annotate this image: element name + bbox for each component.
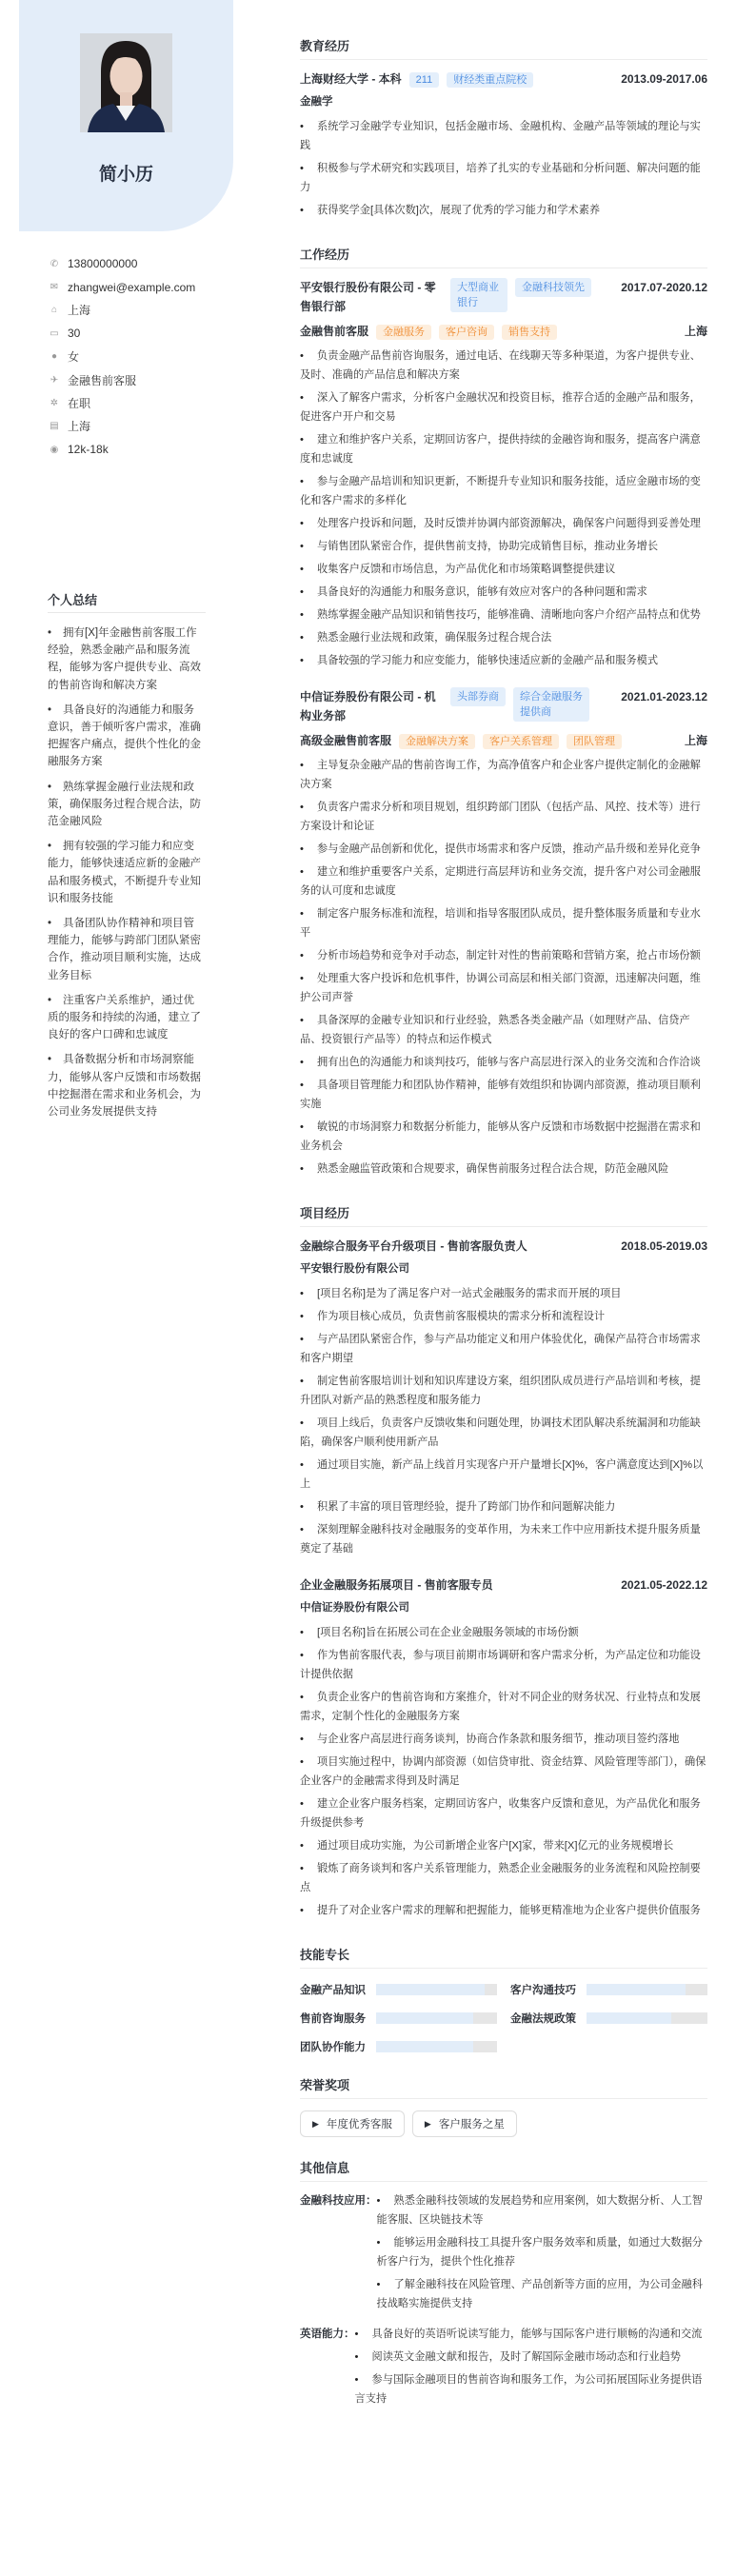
bullet-list [300,1284,707,1558]
profile-photo [80,33,172,132]
bullet-item: • 能够运用金融科技工具提升客户服务效率和质量，如通过大数据分析客户行为，提供个性化推荐 [377,2233,708,2271]
project-name: 金融综合服务平台升级项目 - 售前客服负责人 [300,1239,527,1253]
company-name: 中信证券股份有限公司 - 机构业务部 [300,690,436,723]
gender-icon: ● [50,351,58,363]
contact-text: 在职 [68,397,91,411]
skill-item [510,1982,707,1997]
bullet-item: • 具备良好的沟通能力和服务意识，能够有效应对客户的各种问题和需求 [300,583,707,602]
bullet-item: • 获得奖学金[具体次数]次，展现了优秀的学习能力和学术素养 [300,201,707,220]
bullet-item: • 深刻理解金融科技对金融服务的变革作用，为未来工作中应用新技术提升服务质量奠定了基础 [300,1520,707,1558]
skills-section [300,1945,707,2054]
project-header [300,1237,707,1256]
summary-text: 注重客户关系维护，通过优质的服务和持续的沟通，建立了良好的客户口碑和忠诚度 [48,994,201,1041]
bullet-item: • 参与金融产品创新和优化，提供市场需求和客户反馈，推动产品升级和差异化竞争 [300,840,707,859]
bullet-list [300,347,707,670]
other-label: 英语能力： [300,2328,355,2340]
age-icon: ▭ [50,327,59,339]
skill-name: 售前咨询服务 [300,2013,366,2025]
bullet-item: • 具备项目管理能力和团队协作精神，能够有效组织和协调内部资源，推动项目顺利实施 [300,1076,707,1114]
bullet-item: • 熟悉金融监管政策和合规要求，确保售前服务过程合法合规，防范金融风险 [300,1159,707,1179]
company-tag: 大型商业银行 [450,278,507,312]
contact-item [48,322,195,345]
skill-level-fill [587,2012,671,2024]
job-icon: ✈ [50,374,59,386]
summary-item [48,779,205,831]
summary-title: 个人总结 [48,590,206,613]
date-range: 2018.05-2019.03 [621,1239,707,1253]
contact-item [48,438,195,461]
role-tag: 金融服务 [376,325,431,340]
bullet-item: • 建立和维护重要客户关系，定期进行高层拜访和业务交流，提升客户对公司金融服务的认可度和忠诚度 [300,862,707,901]
contact-item [48,415,195,438]
other-section [300,2158,707,2412]
bullet-icon: • [48,1054,52,1066]
summary-text: 拥有较强的学习能力和应变能力，能够快速适应新的金融产品和服务模式，不断提升专业知识和服务技能 [48,841,201,904]
triangle-icon: ▶ [312,2118,319,2129]
major: 金融学 [300,96,333,108]
bullet-item: • 拥有出色的沟通能力和谈判技巧，能够与客户高层进行深入的业务交流和合作洽谈 [300,1053,707,1072]
summary-list [48,624,205,1128]
bullet-item: • 积累了丰富的项目管理经验，提升了跨部门协作和问题解决能力 [300,1497,707,1516]
project-name: 企业金融服务拓展项目 - 售前客服专员 [300,1578,493,1592]
contact-item [48,275,195,298]
role [300,322,557,341]
section-title: 教育经历 [300,36,707,60]
phone-icon: ✆ [50,258,59,269]
salary-icon: ◉ [50,444,59,455]
skill-level-fill [587,1984,686,1995]
date-range: 2021.05-2022.12 [621,1578,707,1592]
award-name: 年度优秀客服 [326,2119,392,2130]
role-name: 高级金融售前客服 [300,734,392,747]
contact-item [48,299,195,322]
summary-text: 具备数据分析和市场洞察能力，能够从客户反馈和市场数据中挖掘潜在需求和业务机会，为公司业务发展提供支持 [48,1054,201,1119]
bullet-item: • 制定客户服务标准和流程，培训和指导客服团队成员，提升整体服务质量和专业水平 [300,904,707,942]
bullet-item: • 建立企业客户服务档案，定期回访客户，收集客户反馈和意见，为产品优化和服务升级提供参考 [300,1794,707,1833]
company-tag: 头部券商 [450,687,506,706]
project-header [300,1575,707,1595]
section-title: 荣誉奖项 [300,2075,707,2099]
summary-item [48,1051,205,1120]
skill-item [300,2039,497,2054]
bullet-icon: • [48,994,52,1006]
contact-text: 上海 [68,304,91,318]
company-line [300,687,589,725]
skill-level-bar [376,2012,497,2024]
role-name: 金融售前客服 [300,325,369,338]
summary-item [48,992,205,1044]
contact-text: zhangwei@example.com [68,280,196,294]
summary-item [48,702,205,771]
bullet-item: • 积极参与学术研究和实践项目，培养了扎实的专业基础和分析问题、解决问题的能力 [300,159,707,197]
bullet-item: • 锻炼了商务谈判和客户关系管理能力，熟悉企业金融服务的业务流程和风险控制要点 [300,1859,707,1897]
skill-item [510,2011,707,2026]
summary-item [48,915,205,984]
bullet-item: • 熟悉金融科技领域的发展趋势和应用案例，如大数据分析、人工智能客服、区块链技术等 [377,2191,708,2229]
bullet-item: • 具备深厚的金融专业知识和行业经验，熟悉各类金融产品（如理财产品、信贷产品、投资银行产品等）的特点和运作模式 [300,1011,707,1049]
date-range: 2017.07-2020.12 [621,281,707,294]
award-badge [412,2110,517,2137]
projects-section [300,1203,707,1920]
bullet-item: • 熟练掌握金融产品知识和销售技巧，能够准确、清晰地向客户介绍产品特点和优势 [300,605,707,624]
bullet-icon: • [48,781,52,793]
bullet-item: • 负责企业客户的售前咨询和方案推介，针对不同企业的财务状况、行业特点和发展需求，定制个性化的金融服务方案 [300,1688,707,1726]
education-section [300,36,707,220]
contact-text: 12k-18k [68,443,109,457]
role-tag: 客户关系管理 [483,734,559,749]
bullet-item: • 作为项目核心成员，负责售前客服模块的需求分析和流程设计 [300,1307,707,1326]
section-title: 其他信息 [300,2158,707,2182]
bullet-item: • 建立和维护客户关系，定期回访客户，提供持续的金融咨询和服务，提高客户满意度和忠诚度 [300,430,707,468]
bullet-item: • 通过项目成功实施，为公司新增企业客户[X]家，带来[X]亿元的业务规模增长 [300,1836,707,1855]
section-title: 工作经历 [300,245,707,268]
skill-name: 金融产品知识 [300,1985,366,1996]
award-name: 客户服务之星 [438,2119,505,2130]
bullet-item: • 参与金融产品培训和知识更新，不断提升专业知识和服务技能，适应金融市场的变化和客户需求的多样化 [300,472,707,510]
bullet-list [355,2325,708,2412]
bullet-item: • 主导复杂金融产品的售前咨询工作，为高净值客户和企业客户提供定制化的金融解决方案 [300,756,707,794]
skill-item [300,2011,497,2026]
bullet-item: • 分析市场趋势和竞争对手动态，制定针对性的售前策略和营销方案，抢占市场份额 [300,946,707,965]
role-line [300,731,707,750]
bullet-item: • 项目上线后，负责客户反馈收集和问题处理，协调技术团队解决系统漏洞和功能缺陷，确保客户顺利使用新产品 [300,1414,707,1452]
bullet-list [300,756,707,1179]
bullet-item: • 项目实施过程中，协调内部资源（如信贷审批、资金结算、风险管理等部门），确保企业客户的金融需求得到及时满足 [300,1753,707,1791]
city: 上海 [684,325,707,338]
bullet-item: • 参与国际金融项目的售前咨询和服务工作，为公司拓展国际业务提供语言支持 [355,2370,708,2408]
bullet-item: • 收集客户反馈和市场信息，为产品优化和市场策略调整提供建议 [300,560,707,579]
contact-item [48,391,195,414]
summary-item [48,838,205,907]
triangle-icon: ▶ [424,2118,431,2129]
bullet-icon: • [48,918,52,930]
skill-level-bar [587,2012,707,2024]
project-item [300,1575,707,1920]
status-icon: ✲ [50,398,59,409]
bullet-icon: • [48,627,52,639]
bullet-item: • 熟悉金融行业法规和政策，确保服务过程合规合法 [300,628,707,647]
skill-level-bar [587,1984,707,1995]
role-tag: 团队管理 [567,734,622,749]
bullet-item: • 敏锐的市场洞察力和数据分析能力，能够从客户反馈和市场数据中挖掘潜在需求和业务机会 [300,1118,707,1156]
skill-name: 团队协作能力 [300,2042,366,2053]
contact-text: 13800000000 [68,257,138,271]
work-item [300,687,707,1179]
company-header [300,687,707,725]
bullet-item: • 制定售前客服培训计划和知识库建设方案，组织团队成员进行产品培训和考核，提升团队对新产品的熟悉程度和服务能力 [300,1372,707,1410]
bullet-item: • 具备较强的学习能力和应变能力，能够快速适应新的金融产品和服务模式 [300,651,707,670]
role-line [300,322,707,341]
school-line [300,69,533,89]
section-title: 技能专长 [300,1945,707,1969]
bullet-item: • 具备良好的英语听说读写能力，能够与国际客户进行顺畅的沟通和交流 [355,2325,708,2344]
main-content [300,0,707,2412]
company-name: 平安银行股份有限公司 - 零售银行部 [300,281,436,313]
bullet-icon: • [48,841,52,853]
bullet-item: • 负责客户需求分析和项目规划，组织跨部门团队（包括产品、风控、技术等）进行方案设计和论证 [300,798,707,836]
skill-item [300,1982,497,1997]
skill-level-fill [376,2012,473,2024]
summary-text: 熟练掌握金融行业法规和政策，确保服务过程合规合法，防范金融风险 [48,781,201,828]
bullet-item: • 作为售前客服代表，参与项目前期市场调研和客户需求分析，为产品定位和功能设计提供依据 [300,1646,707,1684]
profile-name: 简小历 [98,165,153,185]
company-header [300,278,707,316]
bullet-item: • 处理重大客户投诉和危机事件，协调公司高层和相关部门资源，迅速解决问题，维护公司声誉 [300,969,707,1007]
contact-list [48,252,195,462]
bullet-item: • 与企业客户高层进行商务谈判，协商合作条款和服务细节，推动项目签约落地 [300,1730,707,1749]
city-icon: ▤ [50,421,59,432]
company-tag: 金融科技领先 [515,278,591,297]
bullet-item: • [项目名称]是为了满足客户对一站式金融服务的需求而开展的项目 [300,1284,707,1303]
work-item [300,278,707,670]
role-tag: 销售支持 [502,325,557,340]
bullet-item: • [项目名称]旨在拓展公司在企业金融服务领域的市场份额 [300,1623,707,1642]
bullet-item: • 负责金融产品售前咨询服务，通过电话、在线聊天等多种渠道，为客户提供专业、及时、准确的产品信息和解决方案 [300,347,707,385]
bullet-item: • 了解金融科技在风险管理、产品创新等方面的应用，为公司金融科技战略实施提供支持 [377,2275,708,2313]
bullet-item: • 深入了解客户需求，分析客户金融状况和投资目标，推荐合适的金融产品和服务，促进客户开户和交易 [300,388,707,426]
other-label: 金融科技应用： [300,2195,377,2207]
contact-text: 上海 [68,420,91,434]
project-item [300,1237,707,1558]
school-name: 上海财经大学 - 本科 [300,72,402,86]
skill-level-fill [376,2041,473,2052]
bullet-list [377,2191,708,2317]
awards-section [300,2075,707,2137]
education-header [300,69,707,89]
skill-name: 客户沟通技巧 [510,1985,576,1996]
mail-icon: ✉ [50,282,59,293]
date-range: 2013.09-2017.06 [621,72,707,86]
bullet-item: • 处理客户投诉和问题，及时反馈并协调内部资源解决，确保客户问题得到妥善处理 [300,514,707,533]
summary-text: 具备团队协作精神和项目管理能力，能够与跨部门团队紧密合作，推动项目顺利实施，达成业务目标 [48,918,201,981]
contact-item [48,252,195,275]
summary-item [48,624,205,694]
contact-text: 女 [68,350,80,365]
section-title: 项目经历 [300,1203,707,1227]
school-tag: 财经类重点院校 [447,72,533,88]
role [300,731,622,750]
bullet-item: • 与产品团队紧密合作，参与产品功能定义和用户体验优化，确保产品符合市场需求和客户期望 [300,1330,707,1368]
bullet-icon: • [48,703,52,716]
date-range: 2021.01-2023.12 [621,690,707,703]
bullet-item: • 通过项目实施，新产品上线首月实现客户开户量增长[X]%，客户满意度达到[X]%以上 [300,1456,707,1494]
bullet-list [300,1623,707,1920]
contact-text: 金融售前客服 [68,373,137,387]
company-tag: 综合金融服务提供商 [513,687,589,722]
bullet-item: • 阅读英文金融文献和报告，及时了解国际金融市场动态和行业趋势 [355,2348,708,2367]
award-badge [300,2110,405,2137]
bullet-item: • 系统学习金融学专业知识，包括金融市场、金融机构、金融产品等领域的理论与实践 [300,117,707,155]
home-icon: ⌂ [50,305,58,316]
role-tag: 客户咨询 [439,325,494,340]
project-org: 平安银行股份有限公司 [300,1263,409,1275]
skill-level-fill [376,1984,485,1995]
summary-text: 具备良好的沟通能力和服务意识，善于倾听客户需求，准确把握客户痛点，提供个性化的金融服务方案 [48,703,201,768]
city: 上海 [684,734,707,747]
project-org: 中信证券股份有限公司 [300,1602,409,1614]
contact-item [48,368,195,391]
skill-name: 金融法规政策 [510,2013,576,2025]
skill-level-bar [376,1984,497,1995]
school-tag: 211 [409,72,440,88]
bullet-item: • 提升了对企业客户需求的理解和把握能力，能够更精准地为企业客户提供价值服务 [300,1901,707,1920]
summary-text: 拥有[X]年金融售前客服工作经验，熟悉金融产品和服务流程，能够为客户提供专业、高效的售前咨询和解决方案 [48,627,201,691]
other-item [300,2191,707,2317]
role-tag: 金融解决方案 [399,734,475,749]
contact-item [48,346,195,368]
bullet-item: • 与销售团队紧密合作，提供售前支持，协助完成销售目标，推动业务增长 [300,537,707,556]
contact-text: 30 [68,327,81,341]
other-item [300,2325,707,2412]
company-line [300,278,591,316]
skill-level-bar [376,2041,497,2052]
work-section [300,245,707,1179]
bullet-list [300,117,707,220]
